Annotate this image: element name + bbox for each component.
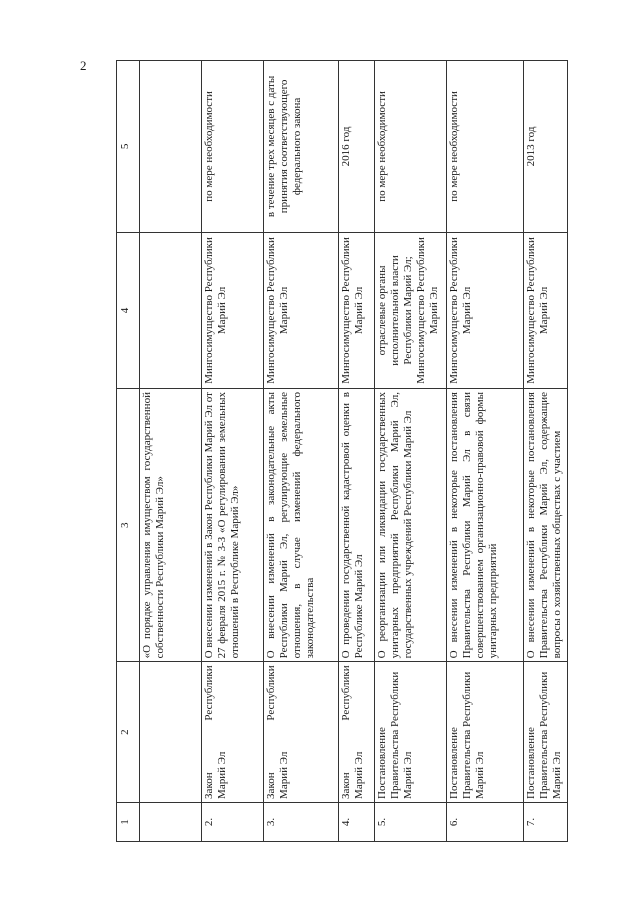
responsible: отраслевые органы исполнительной власти Республики Марий Эл; Мингосимущество Республики Марий Эл — [375, 232, 447, 388]
table-row — [447, 61, 524, 842]
deadline: 2016 год — [339, 61, 375, 233]
act-type: Постановление Правительства Республики Марий Эл — [375, 662, 447, 803]
header-row — [117, 61, 140, 842]
row-number: 7. — [524, 802, 568, 841]
header-col-5: 5 — [117, 61, 140, 233]
act-content: О внесении изменений в некоторые постановления Правительства Республики Марий Эл, содержащие вопросы о хозяйственных обществах с участием — [524, 389, 568, 662]
row-number: 3. — [264, 802, 339, 841]
act-content: О внесении изменений в Закон Республики Марий Эл от 27 февраля 2015 г. № 3-З «О регулировании земельных отношений в Республике Марий Эл» — [202, 389, 264, 662]
table-row — [264, 61, 339, 842]
rotated-table-wrapper — [116, 60, 568, 842]
header-col-4: 4 — [117, 232, 140, 388]
deadline: в течение трех месяцев с даты принятия соответствующего федерального закона — [264, 61, 339, 233]
table-row — [524, 61, 568, 842]
deadline: 2013 год — [524, 61, 568, 233]
act-type: Постановление Правительства Республики Марий Эл — [447, 662, 524, 803]
header-col-3: 3 — [117, 389, 140, 662]
row-number: 4. — [339, 802, 375, 841]
act-type: Постановление Правительства Республики Марий Эл — [524, 662, 568, 803]
responsible: Мингосимущество Республики Марий Эл — [524, 232, 568, 388]
responsible: Мингосимущество Республики Марий Эл — [264, 232, 339, 388]
responsible: Мингосимущество Республики Марий Эл — [447, 232, 524, 388]
row-number: 2. — [202, 802, 264, 841]
page-number: 2 — [80, 58, 87, 73]
header-col-1: 1 — [117, 802, 140, 841]
table-row — [375, 61, 447, 842]
table-row — [339, 61, 375, 842]
act-content: О проведении государственной кадастровой оценки в Республике Марий Эл — [339, 389, 375, 662]
deadline: по мере необходимости — [202, 61, 264, 233]
act-type: Закон Республики Марий Эл — [264, 662, 339, 803]
row-number: 5. — [375, 802, 447, 841]
table-row — [202, 61, 264, 842]
row-number: 6. — [447, 802, 524, 841]
continuation-row — [140, 61, 202, 842]
act-type: Закон Республики Марий Эл — [202, 662, 264, 803]
deadline: по мере необходимости — [375, 61, 447, 233]
responsible: Мингосимущество Республики Марий Эл — [339, 232, 375, 388]
continuation-text: «О порядке управления имуществом государственной собственности Республики Марий Эл» — [140, 389, 202, 662]
deadline: по мере необходимости — [447, 61, 524, 233]
header-col-2: 2 — [117, 662, 140, 803]
act-type: Закон Республики Марий Эл — [339, 662, 375, 803]
act-content: О реорганизации или ликвидации государственных унитарных предприятий Республики Марий Эл, государственных учреждений Республики Марий Эл — [375, 389, 447, 662]
responsible: Мингосимущество Республики Марий Эл — [202, 232, 264, 388]
act-content: О внесении изменений в законодательные акты Республики Марий Эл, регулирующие земельные отношения, в случае изменений федерального законодательства — [264, 389, 339, 662]
act-content: О внесении изменений в некоторые постановления Правительства Республики Марий Эл в связи совершенствованием организационно-правовой формы унитарных предприятий — [447, 389, 524, 662]
legislation-plan-table — [116, 60, 568, 842]
